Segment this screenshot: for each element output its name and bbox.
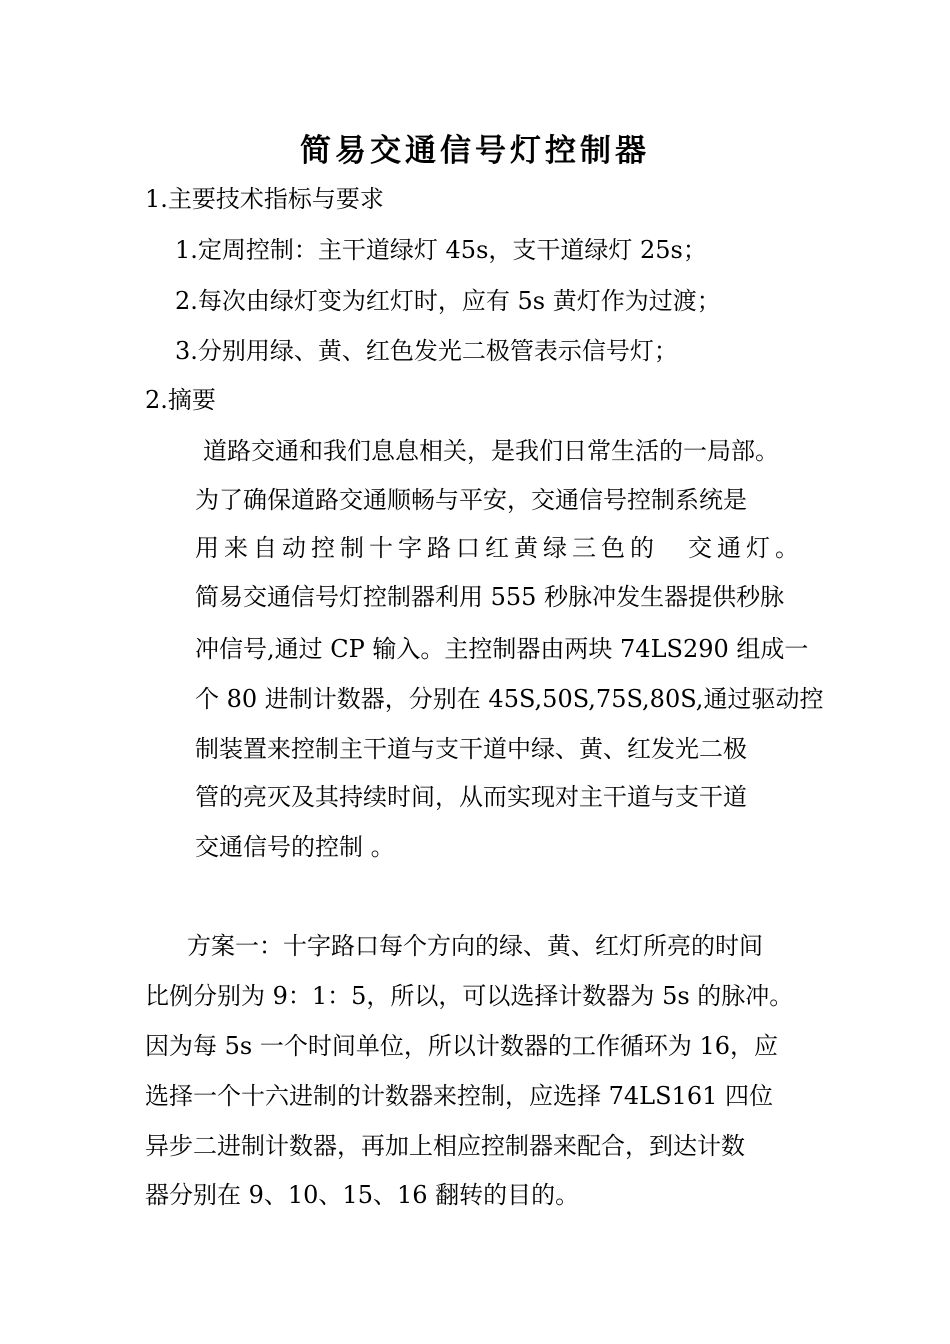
- plan-line: 方案一：十字路口每个方向的绿、黄、红灯所亮的时间: [187, 932, 763, 960]
- plan-line: 比例分别为 9：1：5，所以，可以选择计数器为 5s 的脉冲。: [145, 982, 794, 1010]
- plan-line: 选择一个十六进制的计数器来控制，应选择 74LS161 四位: [145, 1082, 773, 1110]
- abstract-line: 管的亮灭及其持续时间，从而实现对主干道与支干道: [195, 783, 747, 811]
- abstract-line: 道路交通和我们息息相关，是我们日常生活的一局部。: [203, 437, 779, 465]
- plan-line: 因为每 5s 一个时间单位，所以计数器的工作循环为 16，应: [145, 1032, 779, 1060]
- requirement-item: 2.每次由绿灯变为红灯时，应有 5s 黄灯作为过渡；: [175, 287, 721, 315]
- requirement-item: 1.定周控制：主干道绿灯 45s，支干道绿灯 25s；: [175, 236, 707, 264]
- document-title: 简易交通信号灯控制器: [300, 133, 650, 169]
- section-heading-requirements: 1.主要技术指标与要求: [145, 185, 384, 213]
- abstract-line: 简易交通信号灯控制器利用 555 秒脉冲发生器提供秒脉: [195, 583, 785, 611]
- abstract-line: 冲信号,通过 CP 输入。主控制器由两块 74LS290 组成一: [195, 635, 809, 663]
- abstract-line: 为了确保道路交通顺畅与平安，交通信号控制系统是: [195, 486, 747, 514]
- plan-line: 器分别在 9、10、15、16 翻转的目的。: [145, 1181, 580, 1209]
- abstract-line: 个 80 进制计数器，分别在 45S,50S,75S,80S,通过驱动控: [195, 685, 824, 713]
- abstract-line: 交通信号的控制 。: [195, 833, 395, 861]
- requirement-item: 3.分别用绿、黄、红色发光二极管表示信号灯；: [175, 337, 678, 365]
- plan-line: 异步二进制计数器，再加上相应控制器来配合，到达计数: [145, 1132, 745, 1160]
- abstract-line: 用来自动控制十字路口红黄绿三色的 交通灯。: [195, 534, 804, 562]
- abstract-line: 制装置来控制主干道与支干道中绿、黄、红发光二极: [195, 735, 747, 763]
- section-heading-abstract: 2.摘要: [145, 386, 216, 414]
